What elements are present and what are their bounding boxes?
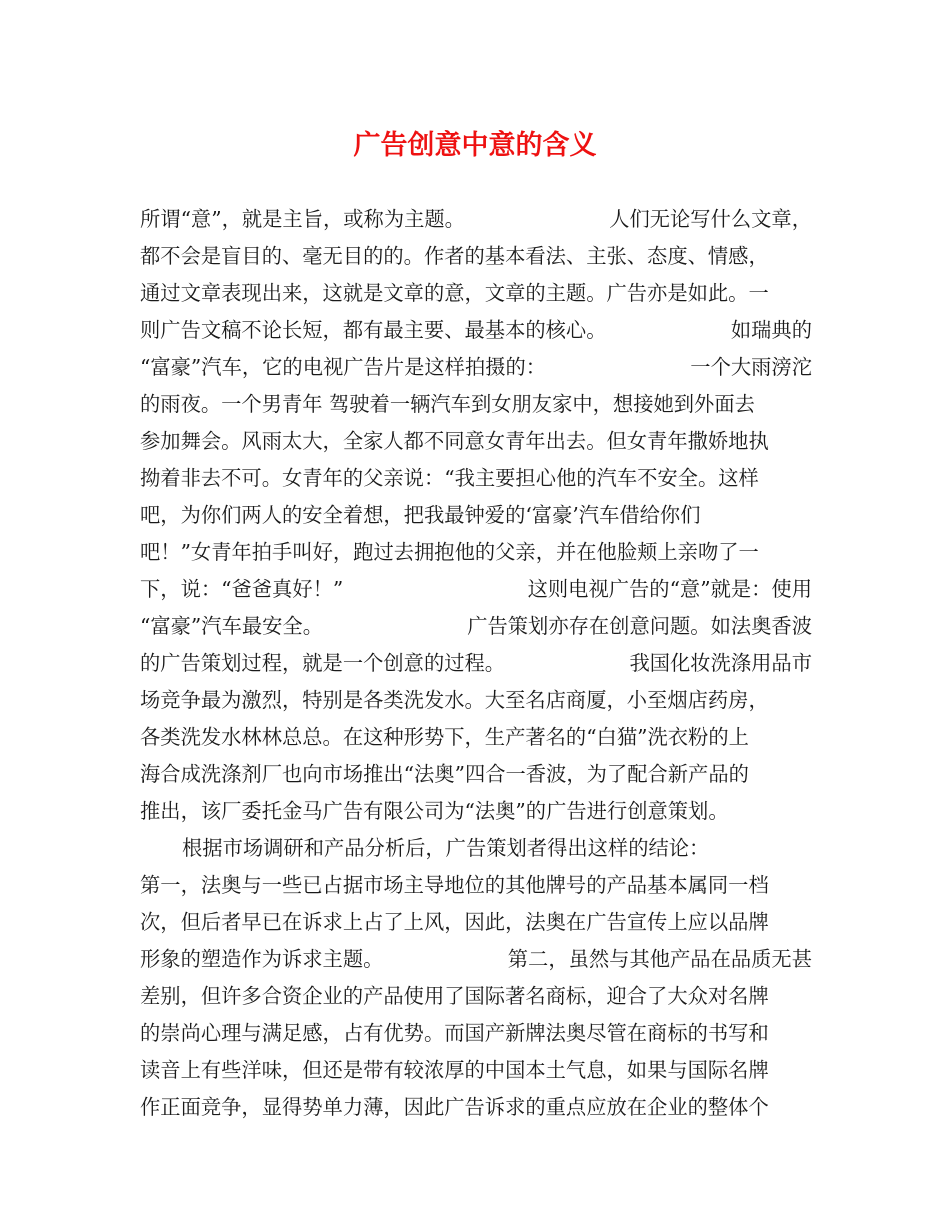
text-line xyxy=(140,867,812,904)
text-segment: 的雨夜。一个男青年 驾驶着一辆汽车到女朋友家中，想接她到外面去 xyxy=(140,392,755,416)
text-segment: 广告策划亦存在创意问题。如法奥香波 xyxy=(467,614,812,638)
text-line xyxy=(140,275,812,312)
text-line xyxy=(140,201,812,238)
text-segment: 所谓“意”，就是主旨，或称为主题。 xyxy=(140,207,465,231)
text-segment: 形象的塑造作为诉求主题。 xyxy=(140,947,384,971)
text-segment: 海合成洗涤剂厂也向市场推出“法奥”四合一香波，为了配合新产品的 xyxy=(140,762,749,786)
text-line xyxy=(140,682,812,719)
text-segment: 吧，为你们两人的安全着想，把我最钟爱的‘富豪’汽车借给你们 xyxy=(140,503,701,527)
text-segment: 根据市场调研和产品分析后，广告策划者得出这样的结论： xyxy=(182,836,710,860)
text-segment: 通过文章表现出来，这就是文章的意，文章的主题。广告亦是如此。一 xyxy=(140,281,769,305)
text-line xyxy=(140,1089,812,1126)
text-segment: 拗着非去不可。女青年的父亲说：“我主要担心他的汽车不安全。这样 xyxy=(140,466,759,490)
text-segment: 下，说：“爸爸真好！” xyxy=(140,577,344,601)
text-line xyxy=(140,1052,812,1089)
text-segment: 各类洗发水林林总总。在这种形势下，生产著名的“白猫”洗衣粉的上 xyxy=(140,725,749,749)
text-line xyxy=(140,941,812,978)
text-line xyxy=(140,756,812,793)
text-segment: 吧！”女青年拍手叫好，跑过去拥抱他的父亲，并在他脸颊上亲吻了一 xyxy=(140,540,759,564)
text-segment: 都不会是盲目的、毫无目的的。作者的基本看法、主张、态度、情感， xyxy=(140,244,769,268)
text-segment: 我国化妆洗涤用品市 xyxy=(629,651,812,675)
text-segment: 推出，该厂委托金马广告有限公司为“法奥”的广告进行创意策划。 xyxy=(140,799,729,823)
text-line xyxy=(140,978,812,1015)
text-segment: 的广告策划过程，就是一个创意的过程。 xyxy=(140,651,506,675)
text-line xyxy=(140,571,812,608)
text-line xyxy=(140,497,812,534)
text-line xyxy=(140,349,812,386)
text-line xyxy=(140,1015,812,1052)
text-line xyxy=(140,386,812,423)
text-segment: 一个大雨滂沱 xyxy=(690,355,812,379)
page-title: 广告创意中意的含义 xyxy=(353,130,597,161)
text-line xyxy=(140,460,812,497)
text-segment: 场竞争最为激烈，特别是各类洗发水。大至名店商厦，小至烟店药房， xyxy=(140,688,769,712)
text-line xyxy=(140,608,812,645)
text-segment: 的崇尚心理与满足感，占有优势。而国产新牌法奥尽管在商标的书写和 xyxy=(140,1021,769,1045)
body-text xyxy=(140,201,812,1126)
text-segment: 第二，虽然与其他产品在品质无甚 xyxy=(507,947,812,971)
text-segment: 差别，但许多合资企业的产品使用了国际著名商标，迎合了大众对名牌 xyxy=(140,984,769,1008)
text-segment: 次，但后者早已在诉求上占了上风，因此，法奥在广告宣传上应以品牌 xyxy=(140,910,769,934)
text-segment: 则广告文稿不论长短，都有最主要、最基本的核心。 xyxy=(140,318,607,342)
text-segment: 这则电视广告的“意”就是：使用 xyxy=(527,577,812,601)
text-line xyxy=(140,793,812,830)
text-line xyxy=(140,904,812,941)
text-segment: 如瑞典的 xyxy=(730,318,812,342)
text-segment: 作正面竞争，显得势单力薄，因此广告诉求的重点应放在企业的整体个 xyxy=(140,1095,769,1119)
text-segment: 人们无论写什么文章， xyxy=(609,207,812,231)
text-line xyxy=(140,830,812,867)
text-segment: 参加舞会。风雨太大，全家人都不同意女青年出去。但女青年撒娇地执 xyxy=(140,429,769,453)
text-line xyxy=(140,423,812,460)
text-line xyxy=(140,312,812,349)
text-line xyxy=(140,645,812,682)
text-segment: “富豪”汽车最安全。 xyxy=(140,614,323,638)
text-segment: 第一，法奥与一些已占据市场主导地位的其他牌号的产品基本属同一档 xyxy=(140,873,769,897)
text-line xyxy=(140,719,812,756)
text-line xyxy=(140,238,812,275)
text-line xyxy=(140,534,812,571)
text-segment: 读音上有些洋味，但还是带有较浓厚的中国本土气息，如果与国际名牌 xyxy=(140,1058,769,1082)
text-segment: “富豪”汽车，它的电视广告片是这样拍摄的： xyxy=(140,355,547,379)
